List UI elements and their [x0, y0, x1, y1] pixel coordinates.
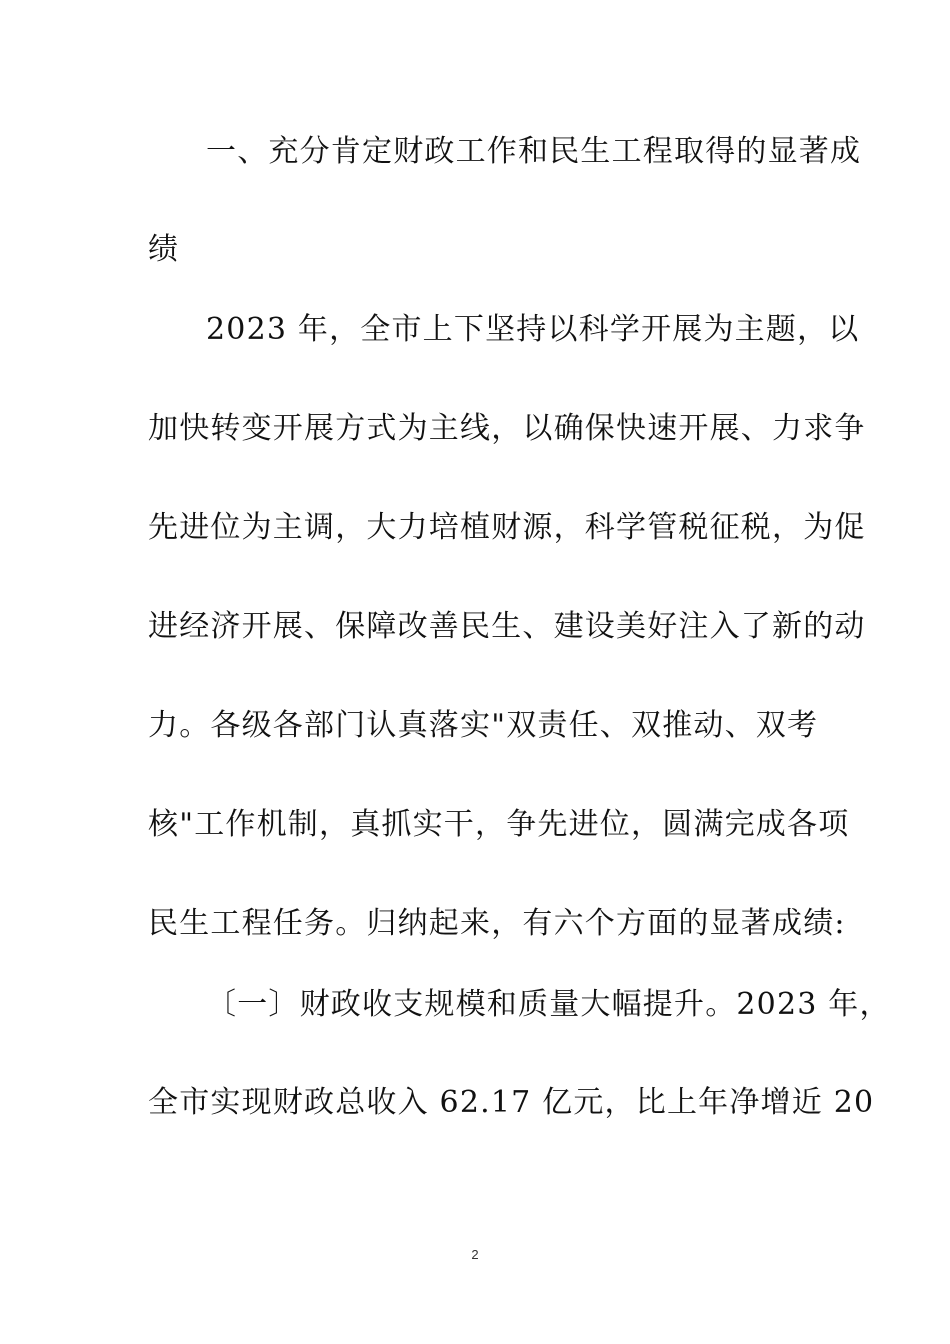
paragraph-1-line-3: 先进位为主调，大力培植财源，科学管税征税，为促 [148, 510, 866, 545]
section-heading-line-1: 一、充分肯定财政工作和民生工程取得的显著成 [206, 134, 862, 169]
paragraph-1-line-2: 加快转变开展方式为主线，以确保快速开展、力求争 [148, 411, 866, 446]
paragraph-2-line-2: 全市实现财政总收入 62.17 亿元，比上年净增近 20 [148, 1085, 875, 1120]
paragraph-2-line-1: 〔一〕财政收支规模和质量大幅提升。2023 年， [206, 987, 891, 1022]
paragraph-1-line-1: 2023 年，全市上下坚持以科学开展为主题，以 [206, 312, 860, 347]
paragraph-1-line-7: 民生工程任务。归纳起来，有六个方面的显著成绩: [148, 906, 846, 941]
paragraph-1-line-5: 力。各级各部门认真落实"双责任、双推动、双考 [148, 708, 819, 743]
paragraph-1-line-4: 进经济开展、保障改善民生、建设美好注入了新的动 [148, 609, 866, 644]
page-number: 2 [471, 1247, 479, 1262]
paragraph-1-line-6: 核"工作机制，真抓实干，争先进位，圆满完成各项 [148, 807, 850, 842]
section-heading-line-2: 绩 [148, 232, 180, 267]
